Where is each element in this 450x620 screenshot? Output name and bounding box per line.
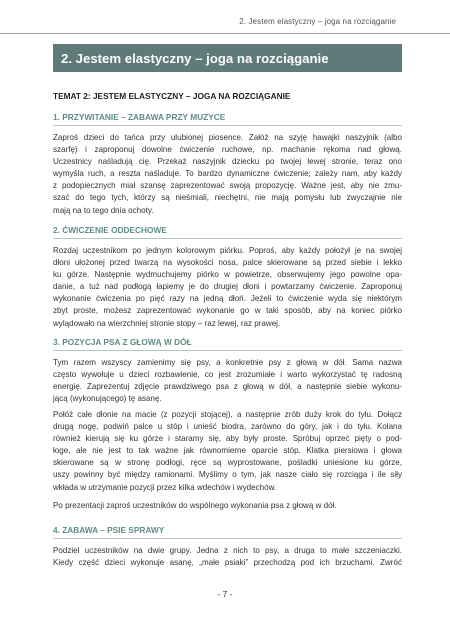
text-line: wylądowało na wierzchniej stronie stopy – raz lewej, raz prawej.: [53, 318, 281, 328]
section-2-heading: 2. ĆWICZENIE ODDECHOWE: [53, 225, 167, 235]
text-line: jącą (wykonującego) tę asanę.: [53, 394, 162, 404]
topic-title: TEMAT 2: JESTEM ELASTYCZNY – JOGA NA ROZCIĄGANIE: [53, 91, 291, 101]
text-line: Rozdaj uczestnikom po jednym kolorowym piórku. Poproś, aby każdy położył je na swojej: [53, 246, 402, 255]
section-3-rule: [53, 350, 402, 351]
text-line: z podopiecznych miał szansę zaprezentować swoją propozycję. Ważne jest, aby nie zmu-: [53, 181, 402, 191]
text-line: Połóż całe dłonie na macie (z pozycji stojącej), a następnie zrób duży krok do tyłu. Dołącz: [53, 410, 402, 419]
section-2-paragraph: [53, 245, 402, 330]
text-line: zbyt proste, możesz zaprezentować wykonanie go w taki sposób, aby na koniec piórko: [53, 306, 402, 316]
text-line: dłoni ułożonej przed twarzą na wysokości nosa, palce skierowane są przed siebie i lekko: [53, 258, 402, 268]
section-4-heading: 4. ZABAWA – PSIE SPRAWY: [53, 525, 165, 535]
section-4-rule: [53, 538, 402, 539]
text-line: Kiedy część dzieci wykonuje asanę, „małe psiaki” przechodzą pod ich brzuchami. Zwróć: [53, 558, 402, 568]
section-2-rule: [53, 238, 402, 239]
text-line: wkłada w utrzymanie pozycji przez kilka wdechów i wydechów.: [53, 482, 277, 492]
section-3-paragraph-2: [53, 409, 402, 494]
text-line: ku górze. Następnie wydmuchujemy piórko w powietrze, obserwujemy jego powolne opa-: [53, 270, 402, 280]
text-line: danie, a tuż nad podłogą łapiemy je do drugiej dłoni i powtarzamy ćwiczenie. Zaproponuj: [53, 282, 402, 292]
text-line: energię. Zaprezentuj zdjęcie prawdziwego psa z głową w dół, a następnie siebie wykonu-: [53, 382, 402, 392]
text-line: drugą nogę, podwiń palce u stóp i unieść biodra, zarówno do góry, jak i do tyłu. Kolana: [53, 422, 402, 432]
section-1-heading: 1. PRZYWITANIE – ZABAWA PRZY MUZYCE: [53, 112, 226, 122]
text-line: szać do tego tych, którzy są nieśmiali, niechętni, nie mają pomysłu lub zwyczajnie nie: [53, 193, 402, 203]
text-line: skierowane są w stronę podłogi, ręce są wyprostowane, pośladki uniesione ku górze,: [53, 458, 402, 468]
section-1-rule: [53, 125, 402, 126]
section-1-paragraph: [53, 132, 402, 217]
page-number: - 7 -: [217, 589, 233, 599]
section-3-paragraph-1: [53, 357, 402, 405]
section-3-heading: 3. POZYCJA PSA Z GŁOWĄ W DÓŁ: [53, 337, 192, 347]
text-line: wymyśla ruch, a reszta naśladuje. To bardzo dynamiczne ćwiczenie; zależy nam, aby każdy: [53, 169, 402, 179]
text-line: również kierują się ku górze i staramy się, aby były proste. Spróbuj oprzeć pięty o pod-: [53, 434, 402, 444]
text-line: szarfę) i zaproponuj dowolne ćwiczenie ruchowe, np. machanie rękoma nad głową.: [53, 145, 402, 155]
header-rule: [0, 33, 450, 34]
chapter-title-bar: [53, 44, 402, 72]
text-line: wykonanie ćwiczenia po pięć razy na jedną dłoń. Jeżeli to ćwiczenie wyda się niektórym: [53, 294, 402, 304]
chapter-title: 2. Jestem elastyczny – joga na rozciąganie: [61, 50, 329, 66]
text-line: uszy powinny być między ramionami. Myślimy o tym, jak nasze ciało się rozciąga i ile siły: [53, 470, 402, 480]
text-line: mają na to tego dnia ochoty.: [53, 205, 154, 215]
text-line: Zaproś dzieci do tańca przy ulubionej piosence. Załóż na szyję hawajki naszyjnik (albo: [53, 133, 402, 142]
text-line: łoge, ale nie jest to tak ważne jak równomierne oparcie stóp. Klatka piersiowa i głowa: [53, 446, 402, 456]
text-line: Uczestnicy naśladują cię. Przekaż naszyjnik dziecku po twojej lewej stronie, teraz ono: [53, 157, 402, 167]
section-4-paragraph: [53, 545, 402, 569]
text-line: Po prezentacji zaproś uczestników do wspólnego wykonania psa z głową w dół.: [53, 501, 337, 510]
running-head: 2. Jestem elastyczny – joga na rozciąganie: [239, 17, 396, 26]
text-line: Tym razem wszyscy zamienimy się psy, a konkretnie psy z głową w dół. Sama nazwa: [53, 358, 402, 367]
text-line: często wywołuje u dzieci rozbawienie, co jest zrozumiałe i warto wykorzystać tę radosną: [53, 370, 402, 380]
text-line: Podziel uczestników na dwie grupy. Jedna z nich to psy, a druga to małe szczeniaczki.: [53, 546, 402, 555]
section-3-paragraph-3: [53, 500, 402, 512]
